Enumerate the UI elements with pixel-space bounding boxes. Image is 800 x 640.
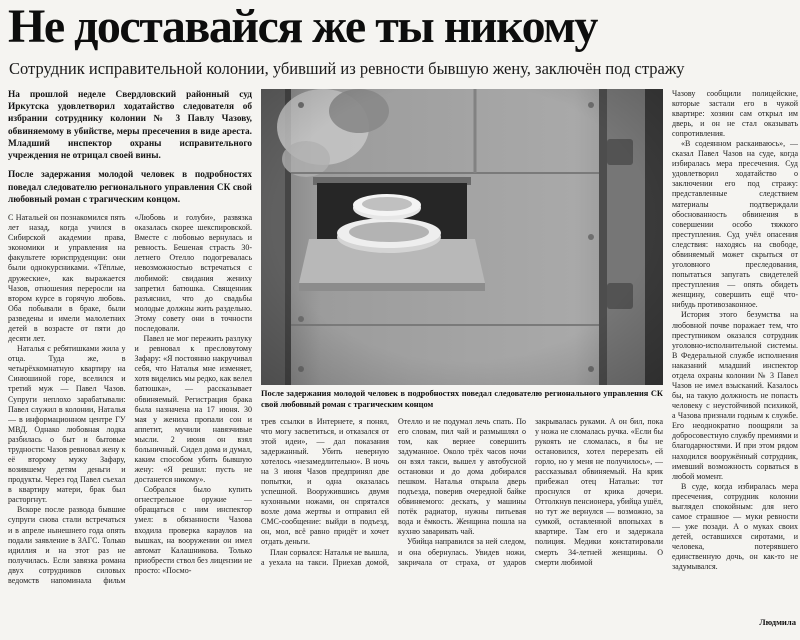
left-region: [8, 89, 252, 627]
headline: Не доставайся же ты никому: [8, 0, 597, 53]
paragraph: Вскоре после развода бывшие супруги снова стали встречаться и в апреле нынешнего года опять подали заявление в ЗАГС. Только идиллия и на этот раз не получилась. Если завязка романа двух сотрудников силовых ведомств напоминала фильм «Любовь и голуби», развязка оказалась скорее шекспировской. Вместе с любовью вернулась и ревность. Бешеная страсть 30-летнего Отелло подогревалась невозможностью встречаться с любимой: свидания жениху запретил батюшка. Священник разъяснил, что до свадьбы молодые должны жить раздельно. Этому совету они в точности последовали.: [8, 213, 252, 585]
paragraph: История этого безумства на любовной почве поражает тем, что преступником оказался сотрудник уголовно-исполнительной системы. В Федеральной службе исполнения наказаний младший инспектор отдела охраны колонии № 3 Павел Чазов не имел взысканий. Казалось бы, на такую должность не попасть человеку с неустойчивой психикой, а Чазова признали годным к службе. Его неоднократно поощряли за добросовестную службу премиями и благодарностями. И при этом рядом находился вооружённый сотрудник, имевший возможность сорваться в любой момент.: [672, 310, 798, 481]
article-body: [8, 88, 798, 627]
paragraph: С Натальей он познакомился пять лет назад, когда учился в Сибирской академии права, экономики и управления на факультете юриспруденции: они были однокурсниками. «Тёплые, дружеские», как выражается Чазов, отношения переросли на втором курсе в горячую любовь. Оба побывали в браке, были разведены и имели малолетних детей в возрасте от пяти до десяти лет.: [8, 213, 126, 344]
paragraph: Наталья с ребятишками жила у отца. Туда же, в четырёхкомнатную квартиру на Синюшиной горе, вселился и третий муж — Павел Чазов. Супруги неплохо зарабатывали: Павел служил в колонии, Наталья — в информационном центре ГУ МВД. Однако любовная лодка разбилась о быт и бытовые трудности: Чазов ревновал жену к её второму мужу Зафару, возившему детям деньги и продукты. Через год Павел съехал в квартиру матери, брак был расторгнут.: [8, 344, 126, 505]
paragraph: После задержания молодой человек в подробностях поведал следователю регионального управления СК свой любовный роман с трагическим концом.: [8, 170, 252, 205]
paragraph: В суде, когда избиралась мера пресечения, сотрудник колонии выглядел спокойным: для него самое страшное — муки ревности — уже позади. А о муках своих детей, оставшихся сиротами, и человека, потерявшего единственную дочь, он как-то не задумывался.: [672, 481, 798, 572]
paragraph: На прошлой неделе Свердловский районный суд Иркутска удовлетворил ходатайство следователя об избрании сотруднику колонии № 3 Павлу Чазову, обвиняемому в убийстве, меры пресечения в виде ареста. Младший инспектор охраны исправительного учреждения не отрицал своей вины.: [8, 89, 252, 162]
right-column-text: [672, 89, 798, 614]
lead-paragraphs: [8, 89, 252, 206]
paragraph: План сорвался: Наталья не вышла, а уехала на такси. Приехав домой, Отелло и не подумал лечь спать. По его словам, пил чай и размышлял о том, как вернее совершить задуманное. Около трёх часов ночи он взял такси, вышел у автобусной остановки и до дома добирался пешком. Наталья открыла дверь подъезда, поверив очередной байке обвиняемого: дескать, у машины потёк радиатор, нужны питьевая вода и ёмкость. Женщина пошла на кухню заваривать чай.: [261, 416, 526, 567]
subhead: Сотрудник исправительной колонии, убивший из ревности бывшую жену, заключён под стражу: [9, 58, 685, 78]
left-column-text: [8, 213, 252, 615]
prison-door-photo: [261, 89, 663, 385]
author-byline: Людмила: [759, 616, 796, 627]
paragraph: Собрался было купить огнестрельное оружие — обращаться с ним инспектор умел: в обязанности Чазова входила проверка караулов на вышках, на вооружении он имел автомат Калашникова. Только приобрести ствол без лицензии не просто: «Посмо-: [134, 485, 252, 575]
paragraph: «В содеянном раскаиваюсь», — сказал Павел Чазов на суде, когда избиралась мера пресечения. Суд удовлетворил ходатайство о заключении его под стражу: представленные следствием материалы подтверждали обоснованность обвинения в совершении особо тяжкого преступления. Суд учёл опасения следствия: находясь на свободе, обвиняемый может скрыться от уголовного преследования, попытаться запугать свидетелей преступления — опять обидеть женщину, совершить ещё что-нибудь противозаконное.: [672, 139, 798, 310]
paragraph: Чазову сообщили полицейские, которые застали его в чужой квартире: хозяин сам открыл им дверь, и он не стал оказывать сопротивления.: [672, 88, 798, 139]
paragraph: Павел не мог пережить разлуку и ревновал к пресловутому Зафару: «Я постоянно накручивал себя, что Наталья мне изменяет, хотя виделись мы редко, как велел батюшка», — рассказывает обвиняемый. Регистрация брака была назначена на 17 июня. 30 мая у жениха пропали сон и аппетит, мучили навязчивые мысли. 2 июня он взял больничный. Сидел дома и думал, каким способом убить бывшую жену: «Я решил: пусть не достанется никому».: [134, 334, 252, 485]
middle-columns-text: [261, 417, 663, 617]
photo-caption: После задержания молодой человек в подробностях поведал следователю регионального управления СК свой любовный роман с трагическим концом: [261, 388, 663, 409]
paragraph: Убийца направился за ней следом, и она обернулась. Увидев ножи, закричала от страха, от ударов закрывалась руками. А он бил, пока у ножа не сломалась ручка. «Если бы рукоять не сломалась, я бы не остановился, хотел перерезать ей горло, но у меня не получилось», — рассказывал обвиняемый. На крик прибежал отец Натальи: тот проснулся от крика дочери. Оттолкнув пенсионера, убийца ушёл, но тут же вернулся — возможно, за сумкой, оставленной впопыхах в квартире. Там его и задержала полиция. Медики констатировали смерть 34-летней женщины. О смерти любимой: [398, 416, 663, 567]
paragraph: трев ссылки в Интернете, я понял, что могу засветиться, и отказался от этой идеи», — дал показания задержанный. Убить неверную хотелось «незамедлительно». В ночь на 3 июня Чазов предпринял две попытки, и одна оказалась успешной. Вооружившись двумя кухонными ножами, он спрятался возле дома жертвы и отправил ей СМС-сообщение: выйди в подъезд, он, мол, всё равно придёт и хочет отдать деньги.: [261, 416, 389, 547]
photo-region: [261, 89, 663, 627]
right-column: [672, 89, 798, 627]
